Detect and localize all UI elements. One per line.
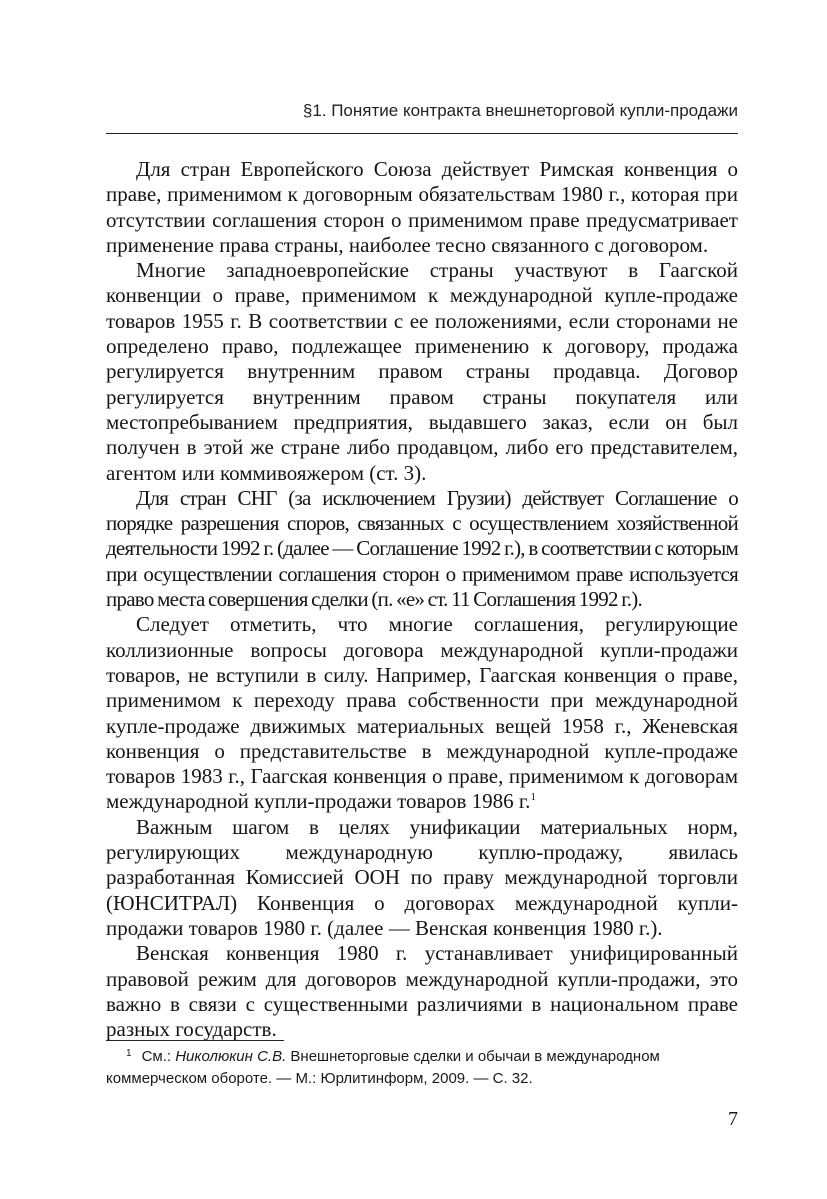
footnote-reference[interactable]: 1 (530, 791, 536, 804)
paragraph-6: Венская конвенция 1980 г. устанавливает унифицированный правовой режим для договоров международной купли-продажи, это важно в связи с существенными различиями в национальном праве разных государств. (106, 941, 738, 1042)
paragraph-2: Многие западноевропейские страны участвуют в Гаагской конвенции о праве, применимом к международной купле-продаже товаров 1955 г. В соответствии с ее положениями, если сторонами не определено право, подлежащее применению к договору, продажа регулируется внутренним правом страны продавца. Договор регулируется внутренним правом страны покупателя или местопребыванием предприятия, выдавшего заказ, если он был получен в этой же стране либо продавцом, либо его представителем, агентом или коммивояжером (ст. 3). (106, 258, 738, 485)
footnote-author: Николюкин С.В. (175, 1048, 287, 1065)
page-number: 7 (728, 1108, 738, 1130)
paragraph-3: Для стран СНГ (за исключением Грузии) действует Соглашение о порядке разрешения споров, связанных с осуществлением хозяйственной деятельности 1992 г. (далее — Соглашение 1992 г.), в соответствии с которым при осуществлении соглашения сторон о применимом праве используется право места совершения сделки (п. «е» ст. 11 Соглашения 1992 г.). (106, 485, 738, 612)
paragraph-4-text: Следует отметить, что многие соглашения, регулирующие коллизионные вопросы договора международной купли-продажи товаров, не вступили в силу. Например, Гаагская конвенция о праве, применимом к переходу права собственности при международной купле-продаже движимых материальных вещей 1958 г., Женевская конвенция о представительстве в международной купле-продаже товаров 1983 г., Гаагская конвенция о праве, применимом к договорам международной купли-продажи товаров 1986 г. (106, 612, 738, 814)
paragraph-4 (106, 612, 738, 814)
footnote-prefix: См.: (141, 1048, 176, 1065)
paragraph-1: Для стран Европейского Союза действует Римская конвенция о праве, применимом к договорным обязательствам 1980 г., которая при отсутствии соглашения сторон о применимом праве предусматривает применение права страны, наиболее тесно связанного с договором. (106, 157, 738, 257)
footnote-divider (106, 1040, 284, 1041)
main-text (106, 157, 738, 1042)
footnote-text: Внешнеторговые сделки и обычаи в международном коммерческом обороте. — М.: Юрлитинформ, 2009. — С. 32. (106, 1048, 660, 1087)
header-divider (106, 133, 738, 134)
running-header: §1. Понятие контракта внешнеторговой купли-продажи (302, 101, 738, 120)
paragraph-5: Важным шагом в целях унификации материальных норм, регулирующих международную куплю-продажу, явилась разработанная Комиссией ООН по праву международной торговли (ЮНСИТРАЛ) Конвенция о договорах международной купли-продажи товаров 1980 г. (далее — Венская конвенция 1980 г.). (106, 814, 738, 940)
footnote (106, 1046, 738, 1090)
footnote-number: 1 (126, 1048, 132, 1059)
